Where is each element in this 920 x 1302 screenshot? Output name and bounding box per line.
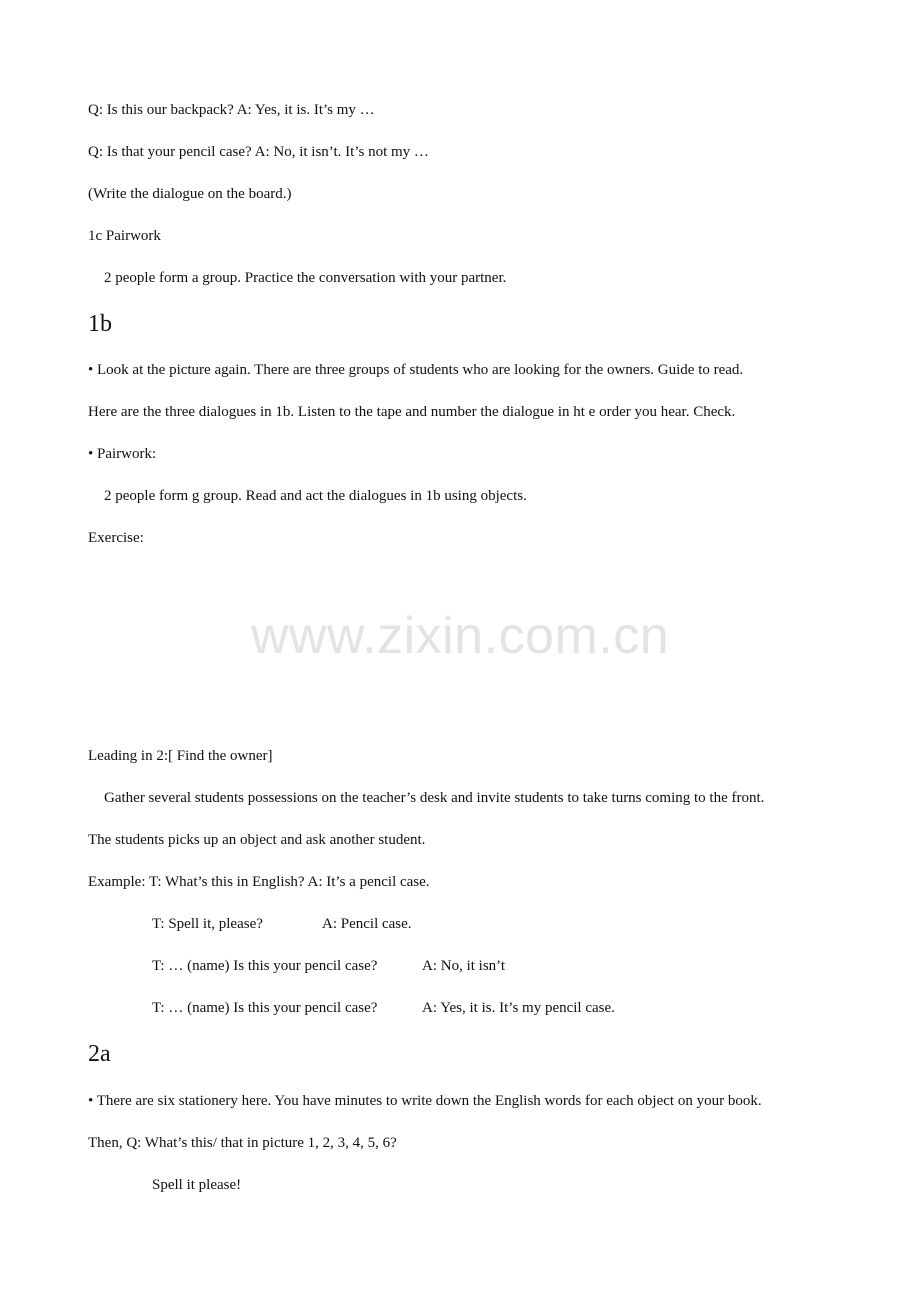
exercise-label: Exercise: <box>88 530 144 546</box>
instruction-act-dialogues: 2 people form g group. Read and act the dialogues in 1b using objects. <box>104 488 527 504</box>
watermark-text: www.zixin.com.cn <box>250 607 670 665</box>
question-line-backpack: Q: Is this our backpack? A: Yes, it is. It’s my … <box>88 102 375 118</box>
example-line: Example: T: What’s this in English? A: It’s a pencil case. <box>88 874 430 890</box>
instruction-three-dialogues: Here are the three dialogues in 1b. Listen to the tape and number the dialogue in ht e order you hear. Check. <box>88 404 736 420</box>
example-spell-teacher: T: Spell it, please? <box>152 916 263 932</box>
example-yes-teacher: T: … (name) Is this your pencil case? <box>152 1000 378 1016</box>
leading-in-label: Leading in 2:[ Find the owner] <box>88 748 273 764</box>
example-no-answer: A: No, it isn’t <box>422 958 506 974</box>
section-label-1c: 1c Pairwork <box>88 228 161 244</box>
bullet-look-picture: • Look at the picture again. There are three groups of students who are looking for the owners. Guide to read. <box>88 362 744 378</box>
spell-prompt: Spell it please! <box>152 1177 242 1193</box>
section-heading-1b: 1b <box>88 311 112 337</box>
example-no-teacher: T: … (name) Is this your pencil case? <box>152 958 378 974</box>
bullet-six-stationery: • There are six stationery here. You have minutes to write down the English words for each object on your book. <box>88 1093 762 1109</box>
question-line-pencil-case: Q: Is that your pencil case? A: No, it isn’t. It’s not my … <box>88 144 429 160</box>
section-heading-2a: 2a <box>88 1041 111 1067</box>
bullet-pairwork: • Pairwork: <box>88 446 157 462</box>
instruction-students-pick: The students picks up an object and ask another student. <box>88 832 426 848</box>
board-note: (Write the dialogue on the board.) <box>88 186 292 202</box>
instruction-gather: Gather several students possessions on the teacher’s desk and invite students to take turns coming to the front. <box>104 790 765 806</box>
example-yes-answer: A: Yes, it is. It’s my pencil case. <box>422 1000 615 1016</box>
question-pictures: Then, Q: What’s this/ that in picture 1, 2, 3, 4, 5, 6? <box>88 1135 397 1151</box>
instruction-form-group: 2 people form a group. Practice the conversation with your partner. <box>104 270 507 286</box>
example-spell-answer: A: Pencil case. <box>322 916 412 932</box>
